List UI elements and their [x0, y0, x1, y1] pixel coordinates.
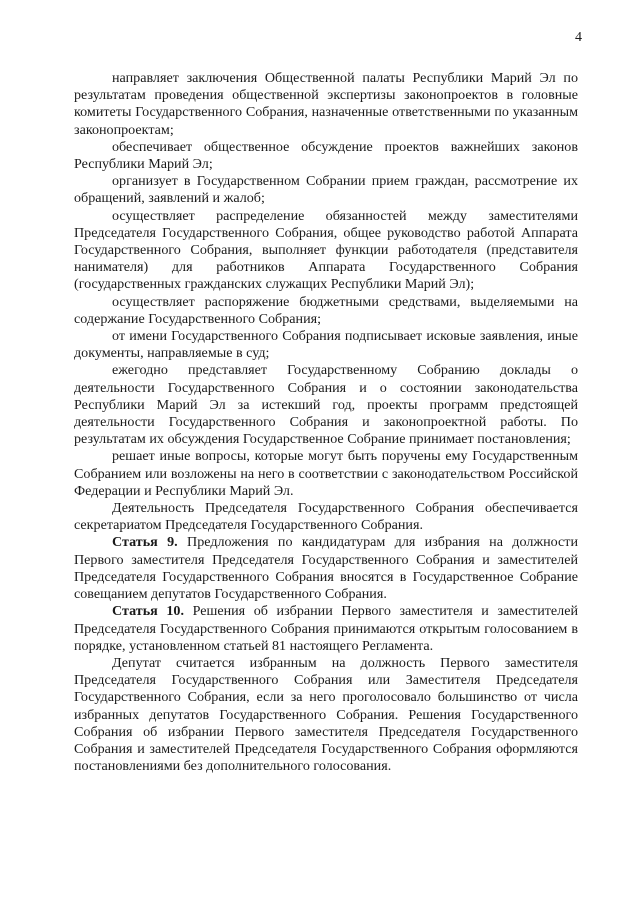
paragraph: обеспечивает общественное обсуждение проектов важнейших законов Республики Марий Эл; — [74, 138, 578, 173]
article-text: Предложения по кандидатурам для избрания на должности Первого заместителя Председателя Государственного Собрания и заместителей Председателя Государственного Собрания вносятся в Государственное Собрание совещанием депутатов Государственного Собрания. — [74, 534, 578, 603]
paragraph: Деятельность Председателя Государственного Собрания обеспечивается секретариатом Председателя Государственного Собрания. — [74, 500, 578, 534]
article-label: Статья 10. — [112, 603, 184, 620]
article-label: Статья 9. — [112, 534, 178, 551]
paragraph: осуществляет распоряжение бюджетными средствами, выделяемыми на содержание Государственного Собрания; — [74, 293, 578, 327]
paragraph: осуществляет распределение обязанностей между заместителями Председателя Государственного Собрания, общее руководство работой Аппарата Государственного Собрания, выполняет функции работодателя (представителя нанимателя) для работников Аппарата Государственного Собрания (государственных гражданских служащих Республики Марий Эл); — [74, 207, 578, 293]
paragraph: от имени Государственного Собрания подписывает исковые заявления, иные документы, направляемые в суд; — [74, 328, 578, 362]
article-text: Решения об избрании Первого заместителя и заместителей Председателя Государственного Собрания принимаются открытым голосованием в порядке, установленном статьей 81 настоящего Регламента. — [74, 603, 578, 654]
paragraph: организует в Государственном Собрании прием граждан, рассмотрение их обращений, заявлений и жалоб; — [74, 173, 578, 207]
paragraph: направляет заключения Общественной палаты Республики Марий Эл по результатам проведения общественной экспертизы законопроектов в головные комитеты Государственного Собрания, назначенные ответственными по указанным законопроектам; — [74, 70, 578, 138]
page-number: 4 — [575, 30, 582, 45]
paragraph: решает иные вопросы, которые могут быть поручены ему Государственным Собранием или возложены на него в соответствии с законодательством Российской Федерации и Республики Марий Эл. — [74, 448, 578, 499]
article-10-paragraph — [74, 603, 578, 655]
paragraph: ежегодно представляет Государственному Собранию доклады о деятельности Государственного Собрания и о состоянии законодательства Республики Марий Эл за истекший год, проекты программ предстоящей деятельности Государственного Собрания и законопроектной работы. По результатам их обсуждения Государственное Собрание принимает постановления; — [74, 362, 578, 448]
paragraph: Депутат считается избранным на должность Первого заместителя Председателя Государственного Собрания или Заместителя Председателя Государственного Собрания, если за него проголосовало большинство от числа избранных депутатов Государственного Собрания. Решения Государственного Собрания об избрании Первого заместителя Председателя Государственного Собрания и заместителей Председателя Государственного Собрания оформляются постановлениями без дополнительного голосования. — [74, 654, 578, 775]
document-body — [74, 70, 578, 775]
article-9-paragraph — [74, 534, 578, 603]
